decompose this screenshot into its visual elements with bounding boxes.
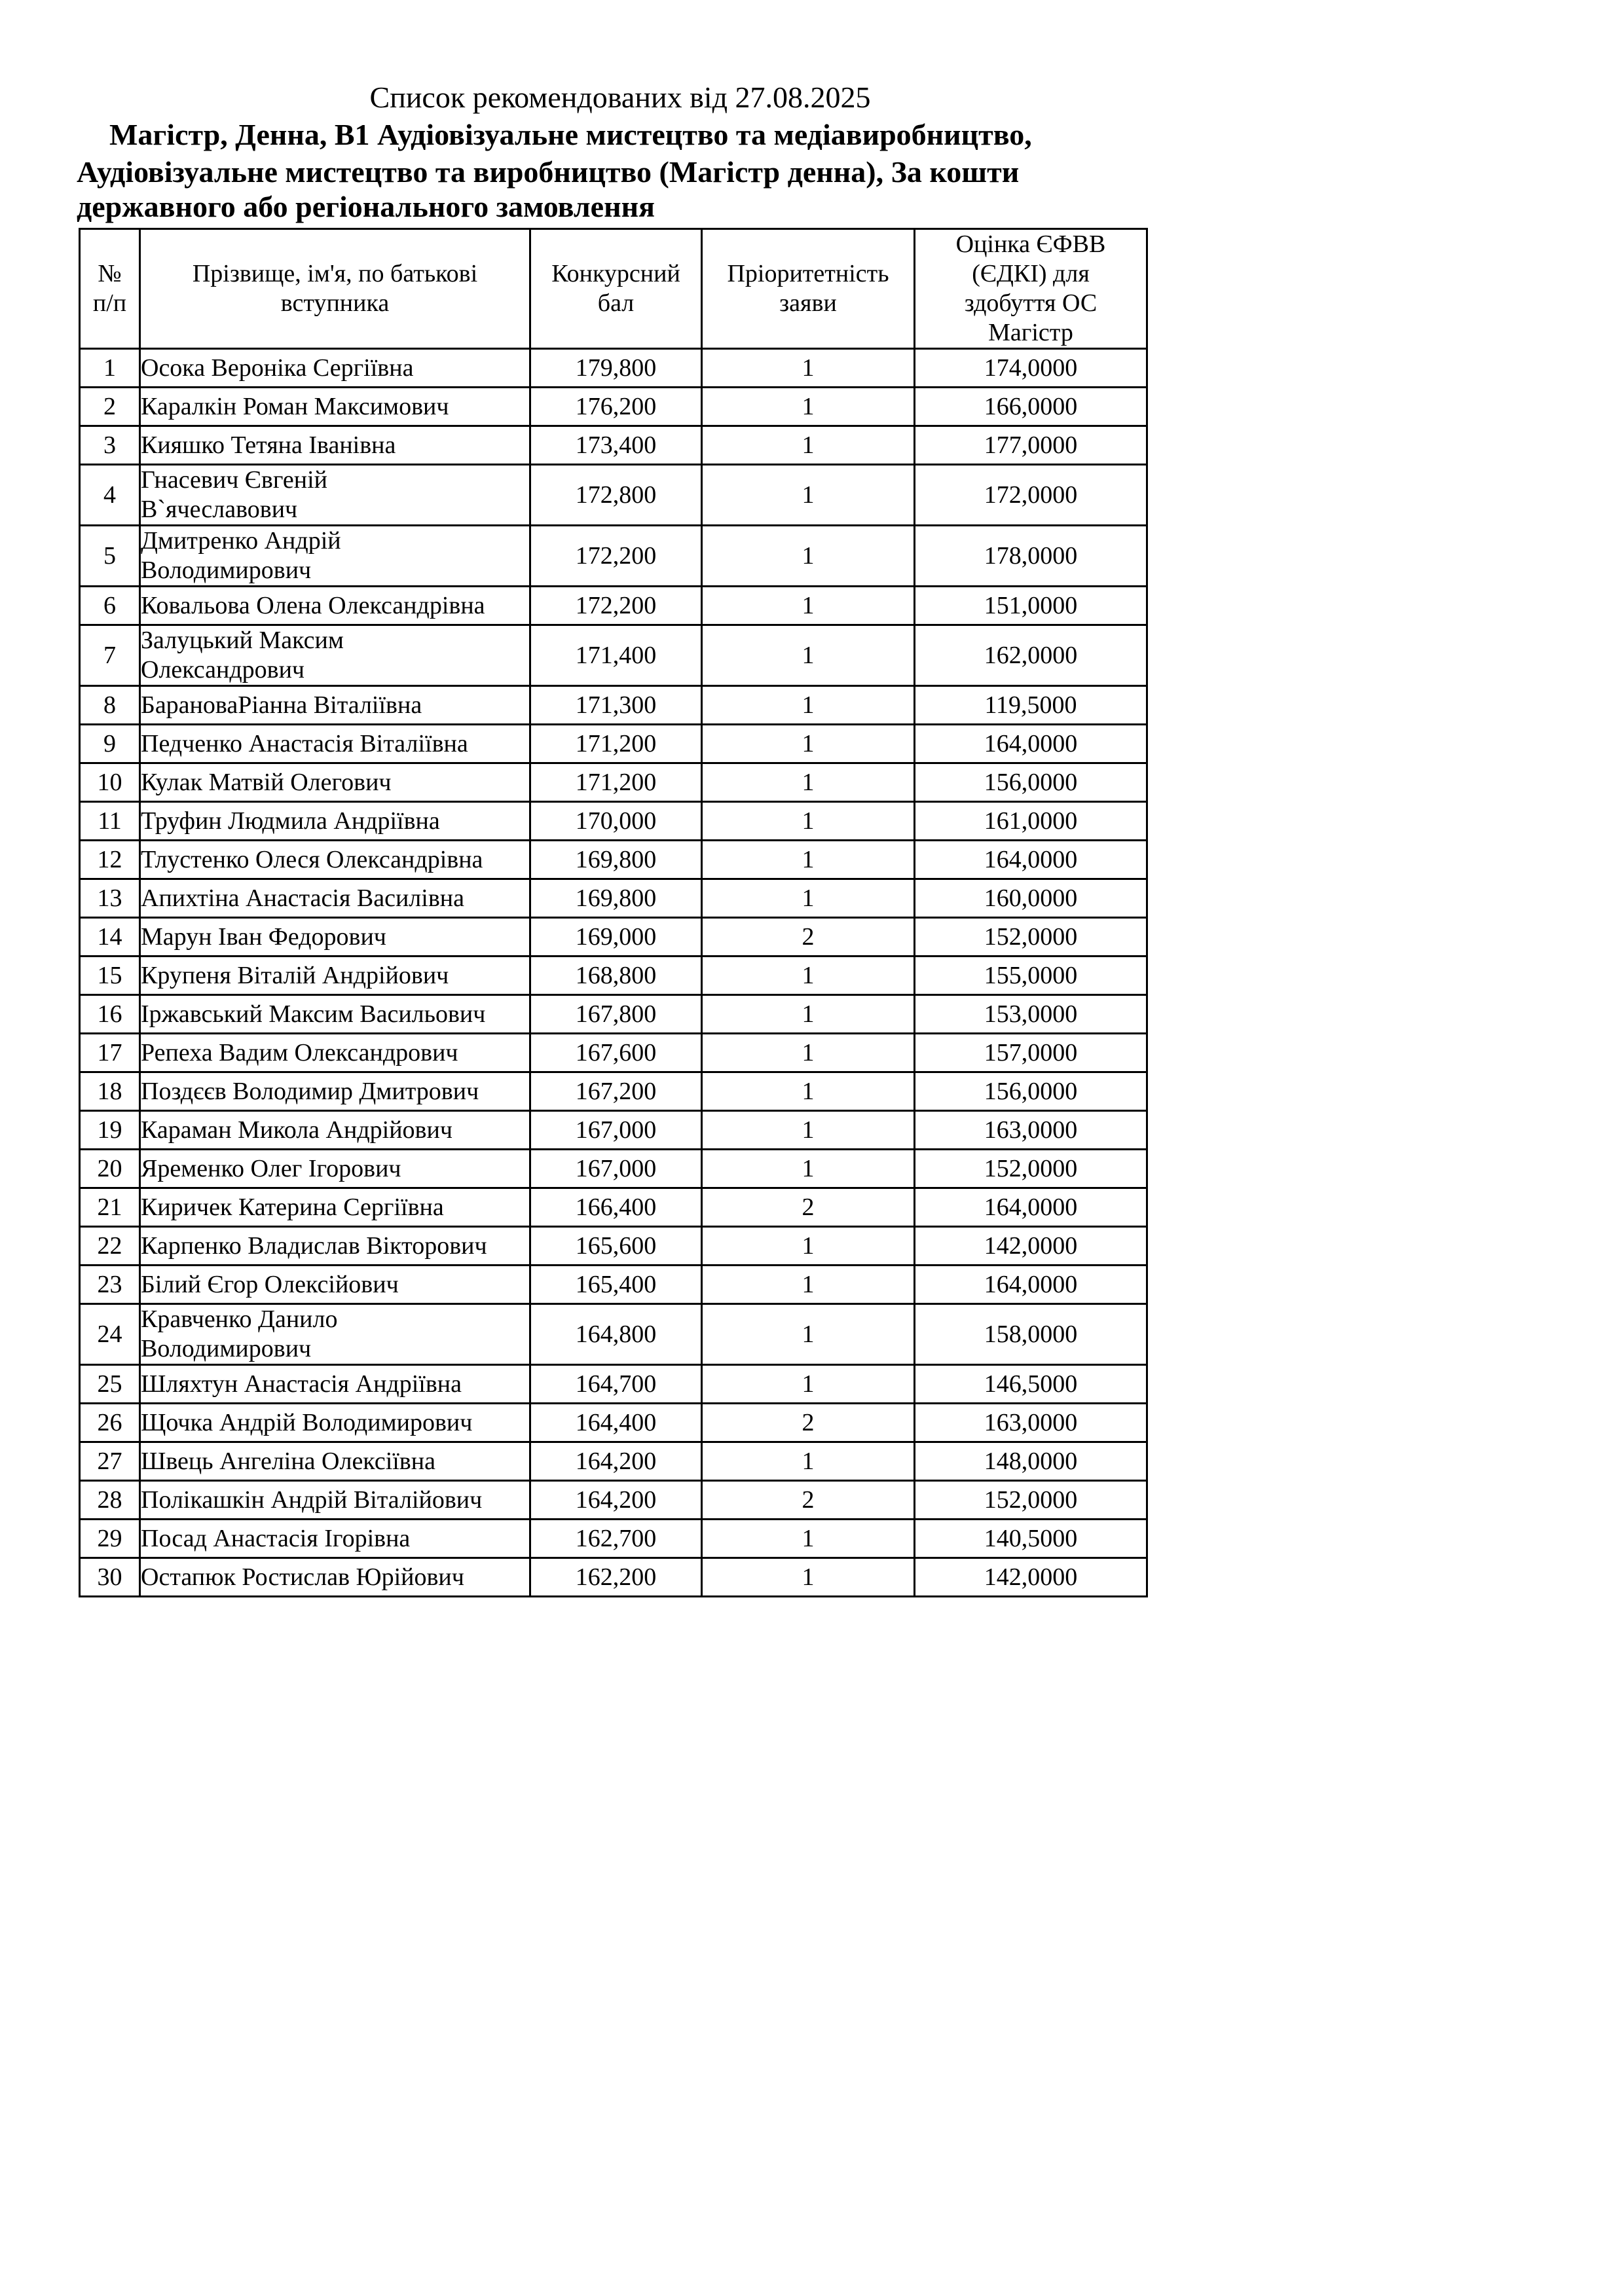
row-number: 20 [80,1150,140,1188]
row-number: 13 [80,879,140,918]
table-header-row [80,229,1147,349]
column-header-number: № п/п [80,229,140,349]
row-number: 4 [80,465,140,526]
table-row [80,1520,1147,1558]
application-priority: 1 [702,1072,915,1111]
table-row [80,1404,1147,1442]
exam-score: 161,0000 [915,802,1147,841]
applicant-name: Залуцький Максим Олександрович [140,625,530,686]
competitive-score: 170,000 [530,802,702,841]
row-number: 1 [80,349,140,388]
exam-score: 177,0000 [915,426,1147,465]
applicant-name: Поздєєв Володимир Дмитрович [140,1072,530,1111]
competitive-score: 171,200 [530,725,702,763]
document-title: Список рекомендованих від 27.08.2025 [369,81,871,114]
table-row [80,725,1147,763]
table-row [80,802,1147,841]
exam-score: 119,5000 [915,686,1147,725]
competitive-score: 171,200 [530,763,702,802]
exam-score: 148,0000 [915,1442,1147,1481]
application-priority: 1 [702,1442,915,1481]
applicant-name: Марун Іван Федорович [140,918,530,957]
application-priority: 1 [702,1034,915,1072]
application-priority: 1 [702,686,915,725]
program-line-2: Аудіовізуальне мистецтво та виробництво (Магістр денна), За кошти [77,155,1020,189]
exam-score: 178,0000 [915,526,1147,587]
exam-score: 140,5000 [915,1520,1147,1558]
competitive-score: 169,800 [530,879,702,918]
exam-score: 152,0000 [915,918,1147,957]
application-priority: 1 [702,1520,915,1558]
applicant-name: Шляхтун Анастасія Андріївна [140,1365,530,1404]
exam-score: 156,0000 [915,763,1147,802]
table-row [80,1188,1147,1227]
application-priority: 1 [702,1111,915,1150]
competitive-score: 169,000 [530,918,702,957]
application-priority: 1 [702,1304,915,1365]
program-line-1: Магістр, Денна, В1 Аудіовізуальне мистецтво та медіавиробництво, [109,118,1032,151]
table-row [80,763,1147,802]
exam-score: 158,0000 [915,1304,1147,1365]
row-number: 8 [80,686,140,725]
row-number: 11 [80,802,140,841]
competitive-score: 164,700 [530,1365,702,1404]
application-priority: 2 [702,1481,915,1520]
application-priority: 1 [702,841,915,879]
exam-score: 142,0000 [915,1558,1147,1597]
exam-score: 156,0000 [915,1072,1147,1111]
row-number: 30 [80,1558,140,1597]
applicant-name: Іржавський Максим Васильович [140,995,530,1034]
table-row [80,1072,1147,1111]
application-priority: 2 [702,1188,915,1227]
competitive-score: 165,600 [530,1227,702,1266]
application-priority: 1 [702,1266,915,1304]
row-number: 6 [80,587,140,625]
applicant-name: Посад Анастасія Ігорівна [140,1520,530,1558]
applicant-name: Білий Єгор Олексійович [140,1266,530,1304]
table-row [80,1111,1147,1150]
competitive-score: 167,000 [530,1111,702,1150]
competitive-score: 165,400 [530,1266,702,1304]
exam-score: 164,0000 [915,725,1147,763]
row-number: 5 [80,526,140,587]
row-number: 16 [80,995,140,1034]
applicant-name: Остапюк Ростислав Юрійович [140,1558,530,1597]
row-number: 27 [80,1442,140,1481]
application-priority: 1 [702,957,915,995]
competitive-score: 172,200 [530,587,702,625]
row-number: 22 [80,1227,140,1266]
applicant-name: Кияшко Тетяна Іванівна [140,426,530,465]
row-number: 25 [80,1365,140,1404]
application-priority: 1 [702,388,915,426]
row-number: 26 [80,1404,140,1442]
application-priority: 1 [702,426,915,465]
competitive-score: 176,200 [530,388,702,426]
row-number: 17 [80,1034,140,1072]
applicant-name: Гнасевич Євгеній В`ячеславович [140,465,530,526]
competitive-score: 164,200 [530,1481,702,1520]
competitive-score: 166,400 [530,1188,702,1227]
table-row [80,918,1147,957]
row-number: 21 [80,1188,140,1227]
table-row [80,957,1147,995]
table-row [80,1034,1147,1072]
row-number: 14 [80,918,140,957]
applicant-name: Караман Микола Андрійович [140,1111,530,1150]
table-row [80,349,1147,388]
application-priority: 1 [702,995,915,1034]
row-number: 10 [80,763,140,802]
competitive-score: 164,800 [530,1304,702,1365]
application-priority: 2 [702,1404,915,1442]
row-number: 7 [80,625,140,686]
program-line-3: державного або регіонального замовлення [77,190,655,223]
table-row [80,426,1147,465]
applicant-name: БарановаРіанна Віталіївна [140,686,530,725]
application-priority: 1 [702,1558,915,1597]
table-body [80,349,1147,1597]
application-priority: 1 [702,465,915,526]
exam-score: 153,0000 [915,995,1147,1034]
competitive-score: 171,300 [530,686,702,725]
application-priority: 1 [702,725,915,763]
row-number: 15 [80,957,140,995]
exam-score: 172,0000 [915,465,1147,526]
application-priority: 1 [702,349,915,388]
table-row [80,1227,1147,1266]
application-priority: 1 [702,802,915,841]
exam-score: 163,0000 [915,1111,1147,1150]
applicant-name: Дмитренко Андрій Володимирович [140,526,530,587]
table-row [80,841,1147,879]
applicant-name: Кравченко Данило Володимирович [140,1304,530,1365]
applicant-name: Крупеня Віталій Андрійович [140,957,530,995]
exam-score: 152,0000 [915,1150,1147,1188]
competitive-score: 179,800 [530,349,702,388]
row-number: 28 [80,1481,140,1520]
row-number: 18 [80,1072,140,1111]
applicant-name: Щочка Андрій Володимирович [140,1404,530,1442]
column-header-priority: Пріоритетність заяви [702,229,915,349]
applicant-name: Швець Ангеліна Олексіївна [140,1442,530,1481]
application-priority: 1 [702,1365,915,1404]
applicant-name: Труфин Людмила Андріївна [140,802,530,841]
table-row [80,587,1147,625]
applicant-name: Кулак Матвій Олегович [140,763,530,802]
column-header-exam-score: Оцінка ЄФВВ (ЄДКІ) для здобуття ОС Магістр [915,229,1147,349]
applicant-name: Киричек Катерина Сергіївна [140,1188,530,1227]
exam-score: 162,0000 [915,625,1147,686]
table-row [80,388,1147,426]
competitive-score: 167,200 [530,1072,702,1111]
applicant-name: Полікашкін Андрій Віталійович [140,1481,530,1520]
exam-score: 160,0000 [915,879,1147,918]
document-header [77,79,1151,223]
competitive-score: 169,800 [530,841,702,879]
applicant-name: Репеха Вадим Олександрович [140,1034,530,1072]
application-priority: 1 [702,1227,915,1266]
applicant-name: Каралкін Роман Максимович [140,388,530,426]
exam-score: 142,0000 [915,1227,1147,1266]
row-number: 2 [80,388,140,426]
row-number: 12 [80,841,140,879]
table-row [80,1150,1147,1188]
competitive-score: 172,200 [530,526,702,587]
table-row [80,995,1147,1034]
column-header-score: Конкурсний бал [530,229,702,349]
table-row [80,686,1147,725]
applicant-name: Осока Вероніка Сергіївна [140,349,530,388]
applicant-name: Тлустенко Олеся Олександрівна [140,841,530,879]
row-number: 24 [80,1304,140,1365]
exam-score: 163,0000 [915,1404,1147,1442]
table-row [80,1442,1147,1481]
exam-score: 164,0000 [915,1266,1147,1304]
application-priority: 2 [702,918,915,957]
competitive-score: 162,200 [530,1558,702,1597]
application-priority: 1 [702,763,915,802]
competitive-score: 164,200 [530,1442,702,1481]
competitive-score: 167,000 [530,1150,702,1188]
competitive-score: 172,800 [530,465,702,526]
application-priority: 1 [702,587,915,625]
exam-score: 164,0000 [915,841,1147,879]
application-priority: 1 [702,879,915,918]
table-row [80,526,1147,587]
column-header-name: Прізвище, ім'я, по батькові вступника [140,229,530,349]
competitive-score: 171,400 [530,625,702,686]
applicant-name: Ковальова Олена Олександрівна [140,587,530,625]
table-row [80,1558,1147,1597]
table-row [80,465,1147,526]
recommended-applicants-table [79,228,1148,1597]
competitive-score: 167,800 [530,995,702,1034]
table-row [80,1266,1147,1304]
row-number: 3 [80,426,140,465]
row-number: 19 [80,1111,140,1150]
exam-score: 155,0000 [915,957,1147,995]
exam-score: 157,0000 [915,1034,1147,1072]
competitive-score: 162,700 [530,1520,702,1558]
competitive-score: 168,800 [530,957,702,995]
row-number: 29 [80,1520,140,1558]
row-number: 23 [80,1266,140,1304]
row-number: 9 [80,725,140,763]
exam-score: 174,0000 [915,349,1147,388]
table-row [80,1481,1147,1520]
application-priority: 1 [702,625,915,686]
table-row [80,1365,1147,1404]
competitive-score: 173,400 [530,426,702,465]
application-priority: 1 [702,526,915,587]
applicant-name: Педченко Анастасія Віталіївна [140,725,530,763]
competitive-score: 164,400 [530,1404,702,1442]
competitive-score: 167,600 [530,1034,702,1072]
exam-score: 152,0000 [915,1481,1147,1520]
table-row [80,1304,1147,1365]
exam-score: 151,0000 [915,587,1147,625]
table-row [80,625,1147,686]
applicant-name: Карпенко Владислав Вікторович [140,1227,530,1266]
applicant-name: Яременко Олег Ігорович [140,1150,530,1188]
table-row [80,879,1147,918]
applicant-name: Апихтіна Анастасія Василівна [140,879,530,918]
exam-score: 146,5000 [915,1365,1147,1404]
exam-score: 166,0000 [915,388,1147,426]
application-priority: 1 [702,1150,915,1188]
exam-score: 164,0000 [915,1188,1147,1227]
